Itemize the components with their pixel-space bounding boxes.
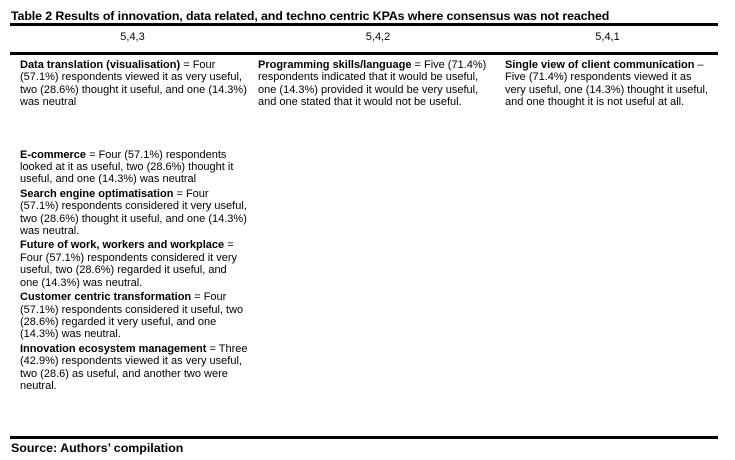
entry-term: Data translation (visualisation) bbox=[20, 59, 181, 71]
table-title: Table 2 Results of innovation, data related, and techno centric KPAs where consensus was not reached bbox=[11, 9, 610, 23]
table-entry bbox=[20, 343, 248, 393]
table-entry bbox=[258, 59, 498, 109]
header-col-1: 5,4,3 bbox=[120, 31, 145, 43]
header-rule bbox=[10, 52, 718, 55]
table-entry bbox=[20, 59, 248, 109]
entry-term: Future of work, workers and workplace bbox=[20, 239, 225, 252]
entry-text: = Four (57.1%) respondents considered it useful, two (28.6%) regarded it very useful, and one (14.3%) was neutral. bbox=[20, 291, 244, 341]
column-1 bbox=[20, 59, 248, 394]
entry-term: Search engine optimatisation bbox=[20, 187, 174, 200]
entry-text: = Four (57.1%) respondents looked at it as useful, two (28.6%) thought it useful, and one (14.3%) was neutral bbox=[20, 148, 234, 186]
header-col-3: 5,4,1 bbox=[595, 31, 620, 43]
table-entry bbox=[505, 59, 710, 109]
entry-term: Customer centric transformation bbox=[20, 291, 192, 304]
top-rule bbox=[10, 23, 718, 26]
entry-term: E-commerce bbox=[20, 148, 87, 161]
column-3 bbox=[505, 59, 710, 111]
entry-term: Single view of client communication bbox=[505, 59, 695, 71]
bottom-rule bbox=[10, 436, 718, 439]
header-col-2: 5,4,2 bbox=[365, 31, 391, 43]
table-entry bbox=[20, 239, 248, 289]
entry-text: = Five (71.4%) respondents indicated that it would be useful, one (14.3%) provided it would be very useful, and one stated that it would not be useful. bbox=[258, 59, 487, 109]
column-2 bbox=[258, 59, 498, 111]
source-note: Source: Authors’ compilation bbox=[11, 441, 184, 455]
entry-text: = Three (42.9%) respondents viewed it as very useful, two (28.6) as useful, and another two were neutral. bbox=[20, 342, 248, 392]
entry-text: – Five (71.4%) respondents viewed it as very useful, one (14.3%) thought it useful, and one thought it is not useful at all. bbox=[505, 59, 709, 109]
entry-text: = Four (57.1%) respondents considered it very useful, two (28.6%) thought it useful, and one (14.3%) was neutral. bbox=[20, 187, 247, 238]
entry-text: = Four (57.1%) respondents considered it very useful, two (28.6%) regarded it useful, and one (14.3%) was neutral. bbox=[20, 239, 238, 289]
table-entry bbox=[20, 291, 248, 341]
entry-text: = Four (57.1%) respondents viewed it as very useful, two (28.6%) thought it useful, and one (14.3%) was neutral bbox=[20, 59, 247, 109]
table-entry bbox=[20, 188, 248, 238]
table-entry bbox=[20, 149, 248, 186]
entry-term: Innovation ecosystem management bbox=[20, 342, 207, 355]
entry-term: Programming skills/language bbox=[258, 59, 412, 71]
